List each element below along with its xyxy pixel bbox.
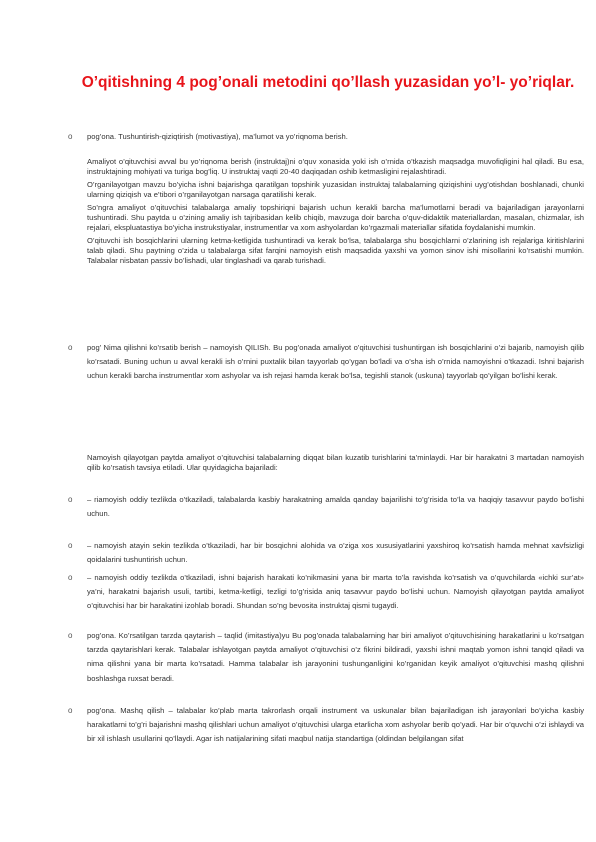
section-2-body: Namoyish qilayotgan paytda amaliyot o’qituvchisi talabalarning diqqat bilan kuzatib turishlarini ta’minlaydi. Har bir harakatni 3 martadan namoyish qilib ko’rsatish tavsiya etiladi. Ular quyidagicha bajariladi: — [87, 453, 584, 472]
bullet-marker: o — [68, 706, 73, 715]
paragraph: So’ngra amaliyot o’qituvchisi talabalarga amaliy topshiriqni bajarish uchun kerakli barcha ma’lumotlarni beradi va bajariladigan jarayonlarni tushuntiradi. Shu paytda u o’zining amaliy ish tajribasidan kelib chiqib, mavzuga doir barcha o’quv-didaktik materiallardan, masalan, chizmalar, ish rejalari, ekspluatastiya bo’yicha instrukstiyalar, instrumentlar va xom ashyolardan ko’rgazmali materiallar sifatida foydalanishi mumkin. — [87, 203, 584, 232]
bullet-marker: o — [68, 573, 73, 582]
section-1-body — [87, 157, 584, 269]
list-item: – namoyish oddiy tezlikda o’tkaziladi, ishni bajarish harakati ko’nikmasini yana bir marta to’la ravishda ko’rsatish va o’quvchilarda «ichki sur’at» ya’ni, harakatni bajarish usuli, tartibi, ketma-ketligi, tezligi to’g’risida aniq tasavvur paydo bo’lishi uchun. Namoyish qilayotgan paytda amaliyot o’qituvchisi har bir harakatini izohlab boradi. Shundan so’ng bevosita instruktaj qismi tugaydi. — [87, 573, 584, 611]
page-title: O’qitishning 4 pog’onali metodini qo’llash yuzasidan yo’l- yo’riqlar. — [81, 74, 575, 91]
section-2-heading: pog’ Nima qilishni ko’rsatib berish – namoyish QILISh. Bu pog’onada amaliyot o’qituvchisi tushuntirgan ish bosqichlarini o’zi bajarib, namoyish qilib ko’rsatadi. Buning uchun u avval kerakli ish o’rnini puxtalik bilan tayyorlab qo’ygan bo’ladi va o’sha ish o’rnida namoyishni o’tkazadi. Ishni bajarish uchun kerakli barcha instrumentlar xom ashyolar va ish rejasi hamda kerak bo’lsa, tegishli stanok (uskuna) tayyorlab qo’yilgan bo’lishi kerak. — [87, 343, 584, 381]
list-item: – riamoyish oddiy tezlikda o’tkaziladi, talabalarda kasbiy harakatning amalda qanday bajarilishi to’g’risida to’la va haqiqiy tasavvur paydo bo’lishi uchun. — [87, 495, 584, 519]
list-item: pog’ona. Ko’rsatilgan tarzda qaytarish – taqlid (imitastiya)yu Bu pog’onada talabalarning har biri amaliyot o’qituvchisining harakatlarini u ko’rsatgan tarzda qaytarishlari kerak. Talabalar ishlayotgan paytda amaliyot o’qituvchisi o’z fikrini bildiradi, yaxshi ishni maqtab yomon ishni tanqid qiladi va nima qilishni yana bir marta ko’rsatadi. Hamma talabalar ish jarayonini tushunganligini ko’rganidan keyik amaliyot o’qituvchisi mashq qilishni boshlashga ruxsat beradi. — [87, 631, 584, 683]
section-1-heading: pog’ona. Tushuntirish-qiziqtirish (motivastiya), ma’lumot va yo’riqnoma berish. — [87, 132, 348, 141]
list-item: pog’ona. Mashq qilish – talabalar ko’plab marta takrorlash orqali instrument va uskunalar bilan bajariladigan ish jarayonlari bo’yicha kasbiy harakatlarni to’g’ri bajarishni mashq qilishlari uchun amaliyot o’qituvchisi ularga etarlicha xom ashyolar berib qo’yadi. Har bir o’quvchi o’zi ishlaydi va bir xil ishlash usullarini qo’llaydi. Agar ish natijalarining sifati maqbul natija standartiga (oldindan belgilangan sifat — [87, 706, 584, 744]
bullet-marker: o — [68, 631, 73, 640]
bullet-marker: o — [68, 343, 73, 352]
bullet-marker: o — [68, 132, 73, 141]
paragraph: Amaliyot o’qituvchisi avval bu yo’riqnoma berish (instruktaj)ni o’quv xonasida yoki ish o’rnida o’tkazish maqsadga muvofiqligini hal qiladi. Bu esa, instruktajning mohiyati va turiga bog’liq. U instruktaj vaqti 20-40 daqiqadan oshib ketmasligini rejalashtiradi. — [87, 157, 584, 176]
bullet-marker: o — [68, 495, 73, 504]
paragraph: O’qituvchi ish bosqichlarini ularning ketma-ketligida tushuntiradi va kerak bo’lsa, talabalarga shu bosqichlarni o’zlarining ish rejalariga kiritishlarini talab qiladi. Shu paytning o’zida u talabalarga sifat farqini namoyish etish maqsadida yaxshi va yomon sinov ishi misollarini ko’rsatishi mumkin. Talabalar nisbatan passiv bo’lishadi, ular tinglashadi va qarab turishadi. — [87, 236, 584, 265]
bullet-marker: o — [68, 541, 73, 550]
paragraph: O’rganilayotgan mavzu bo’yicha ishni bajarishga qaratilgan topshirik yuzasidan instruktaj talabalarning qiziqishini uyg’otishdan boshlanadi, chunki ularning qiziqish va e’tibori o’rganilayotgan narsaga qaratilishi kerak. — [87, 180, 584, 199]
list-item: – namoyish atayin sekin tezlikda o’tkaziladi, har bir bosqichni alohida va o’ziga xos xususiyatlarini yaxshiroq ko’rsatish hamda mehnat xavfsizligi qoidalarini tushuntirish uchun. — [87, 541, 584, 565]
